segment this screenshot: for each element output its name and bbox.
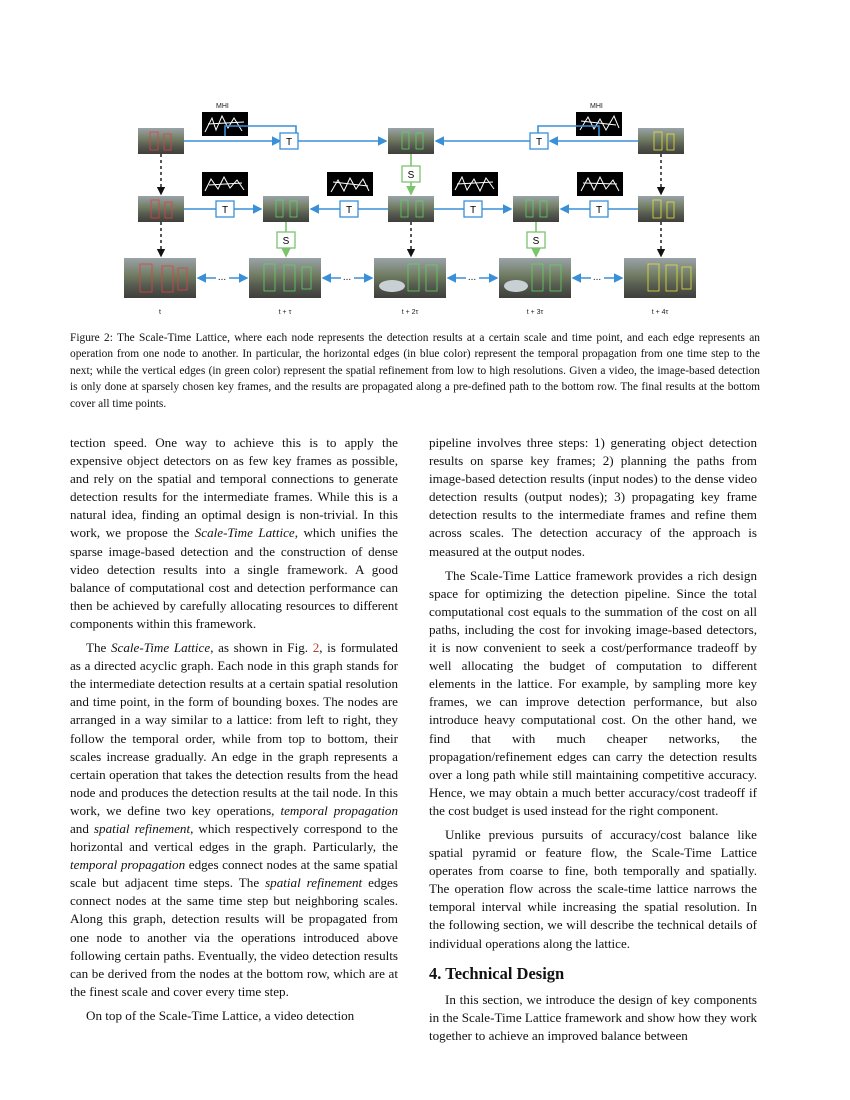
frame-node bbox=[124, 258, 196, 298]
spatial-edge bbox=[527, 222, 545, 256]
time-label: t + 3τ bbox=[526, 309, 544, 316]
frame-node bbox=[138, 196, 184, 222]
text-run: edges connect nodes at the same time step but neighboring scales. Along this graph, detection results will be propagated from one node to another via the operations introduced above following certain paths. Eventually, the video detection results can be derived from the nodes at the bottom row, which are at the finest scale and cover every time step. bbox=[70, 875, 398, 999]
figure-ref-link[interactable]: 2 bbox=[312, 640, 320, 656]
paragraph bbox=[70, 434, 398, 633]
frame-node bbox=[263, 196, 309, 222]
text-run: The bbox=[86, 640, 107, 656]
op-t-label: T bbox=[535, 137, 543, 148]
text-run: , which unifies the sparse image-based detection and the construction of dense video detection results into a single framework. A good balance of computational cost and detection performance can then be achieved by carefully allocating resources to different components within this framework. bbox=[70, 525, 398, 631]
spatial-edge bbox=[402, 154, 420, 194]
text-run: , as shown in Fig. bbox=[210, 640, 309, 656]
emphasis: temporal propagation bbox=[280, 802, 398, 818]
frame-node bbox=[388, 128, 434, 154]
time-axis-labels bbox=[159, 309, 668, 316]
frame-node bbox=[624, 258, 696, 298]
frame-node bbox=[374, 258, 446, 298]
lattice-nodes bbox=[124, 128, 696, 298]
op-s-label: S bbox=[532, 236, 540, 247]
op-t-label: T bbox=[285, 137, 293, 148]
time-label: t + τ bbox=[278, 309, 292, 316]
ellipsis: ... bbox=[342, 272, 352, 283]
op-s-label: S bbox=[407, 170, 415, 181]
ellipsis: ... bbox=[217, 272, 227, 283]
mhi-thumb bbox=[327, 172, 373, 196]
caption-text: The Scale-Time Lattice, where each node represents the detection results at a certain scale and time point, and each edge represents an operation from one node to another. In particular, the horizontal edges (in blue color) represent the temporal propagation from one time step to the next; while the vertical edges (in green color) represent the spatial refinement from low to high resolutions. Given a video, the image-based detection is only done at sparsely chosen key frames, and the results are propagated along a pre-defined path to the bottom row. The final results at the bottom cover all time points. bbox=[70, 332, 760, 410]
text-run: tection speed. One way to achieve this is to apply the expensive object detectors on as few key frames as possible, and rely on the spatial and temporal connections to generate detection results for the intermediate frames. While this is a natural idea, finding an optimal design is non-trivial. In this work, we propose the bbox=[70, 435, 398, 541]
paragraph: Unlike previous pursuits of accuracy/cost balance like spatial pyramid or feature flow, the Scale-Time Lattice operates from coarse to fine, both temporally and spatially. The operation flow across the scale-time lattice narrows the temporal interval while increasing the spatial resolution. In the following section, we will describe the technical details of individual operations along the lattice. bbox=[429, 826, 757, 951]
frame-node bbox=[638, 196, 684, 222]
text-run: and bbox=[70, 820, 89, 836]
time-label: t bbox=[159, 309, 161, 316]
mhi-thumb bbox=[202, 172, 248, 196]
paragraph bbox=[70, 639, 398, 1001]
text-run: , which respectively correspond to the horizontal and vertical edges in the graph. Particularly, the bbox=[70, 820, 398, 855]
mhi-thumb bbox=[452, 172, 498, 196]
figure-caption bbox=[70, 330, 760, 412]
ellipsis: ... bbox=[592, 272, 602, 283]
paragraph: pipeline involves three steps: 1) generating object detection results on sparse key frames; 2) planning the paths from image-based detection results (input nodes) to the dense video detection results (output nodes); 3) propagating key frame detection results to the intermediate frames and refine them across scales. The detection accuracy of the approach is measured at the output nodes. bbox=[429, 435, 757, 559]
op-t-label: T bbox=[221, 205, 229, 216]
frame-node bbox=[499, 258, 571, 298]
mhi-label: MHI bbox=[216, 103, 229, 110]
time-label: t + 2τ bbox=[401, 309, 419, 316]
temporal-op-box bbox=[280, 133, 298, 149]
frame-node bbox=[388, 196, 434, 222]
emphasis: Scale-Time Lattice bbox=[111, 640, 211, 656]
scale-time-lattice-figure bbox=[118, 96, 738, 324]
left-column bbox=[70, 434, 398, 1025]
emphasis: spatial refinement bbox=[93, 820, 191, 836]
mhi-label: MHI bbox=[590, 103, 603, 110]
emphasis: temporal propagation bbox=[70, 857, 186, 873]
frame-node bbox=[138, 128, 184, 154]
frame-node bbox=[249, 258, 321, 298]
time-label: t + 4τ bbox=[651, 309, 669, 316]
frame-node bbox=[513, 196, 559, 222]
op-t-label: T bbox=[595, 205, 603, 216]
paragraph: On top of the Scale-Time Lattice, a video detection bbox=[86, 1007, 355, 1023]
caption-label: Figure 2: bbox=[70, 332, 113, 344]
paragraph: The Scale-Time Lattice framework provides a rich design space for optimizing the detection pipeline. Since the total computational cost equals to the summation of the cost on all paths, including the cost for invoking image-based detectors, it is now convenient to seek a cost/performance tradeoff by well allocating the budget of computation to different elements in the lattice. For example, by sampling more key frames, we can improve detection performance, but also introduce heavy computational cost. On the other hand, we find that with much cheaper networks, the propagation/refinement edges can carry the detection results over a long path while still maintaining competitive accuracy. Hence, we may obtain a much better accuracy/cost tradeoff if the cost budget is used instead for the right component. bbox=[429, 567, 757, 818]
temporal-op-box bbox=[530, 133, 548, 149]
spatial-edge bbox=[277, 222, 295, 256]
text-run: , is formulated as a directed acyclic graph. Each node in this graph stands for the intermediate detection results at a certain spatial resolution and time point, in the form of bounding boxes. The nodes are arranged in a way similar to a lattice: from left to right, they follow the temporal order, while from top to bottom, their scales increase gradually. An edge in the graph represents a certain operation that takes the detection results from the head node and produces the detection results at the tail node. In this work, we define two key operations, bbox=[70, 640, 398, 818]
right-column bbox=[429, 434, 757, 1045]
text-run: edges connect nodes at the same spatial scale but adjacent time steps. The bbox=[70, 857, 398, 891]
op-t-label: T bbox=[469, 205, 477, 216]
emphasis: spatial refinement bbox=[265, 875, 363, 891]
op-t-label: T bbox=[345, 205, 353, 216]
frame-node bbox=[638, 128, 684, 154]
paragraph: In this section, we introduce the design of key components in the Scale-Time Lattice framework and show how they work together to achieve an improved balance between bbox=[429, 991, 757, 1043]
ellipsis: ... bbox=[467, 272, 477, 283]
emphasis: Scale-Time Lattice bbox=[194, 525, 295, 541]
op-s-label: S bbox=[282, 236, 290, 247]
mhi-thumb bbox=[577, 172, 623, 196]
section-heading: 4. Technical Design bbox=[429, 963, 565, 983]
